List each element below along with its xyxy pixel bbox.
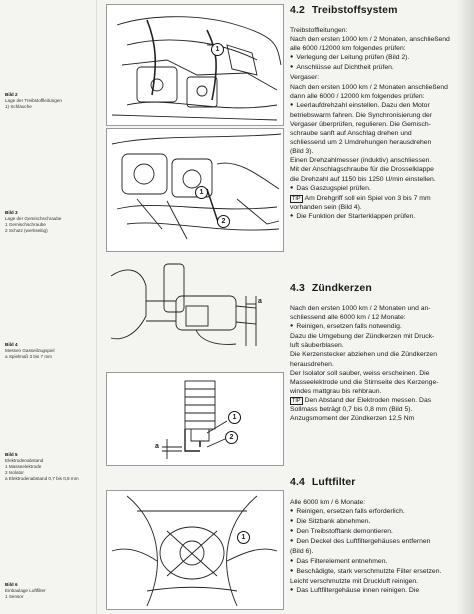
bullet-line <box>290 63 474 73</box>
line-text: herausdrehen. <box>290 360 334 368</box>
line-text: Treibstoffleitungen: <box>290 27 348 34</box>
line-text: schraube sanft auf Anschlag drehen und <box>290 130 412 138</box>
caption-line: a Elektrodenabstand 0,7 bis 0,8 mm <box>5 476 79 481</box>
text-line <box>290 304 474 313</box>
section-title: Zündkerzen <box>311 282 372 294</box>
bullet-line <box>290 567 474 577</box>
caption-bild-5 <box>5 452 97 482</box>
caption-title: Bild 4 <box>5 342 18 347</box>
line-text: betriebswarm fahren. Die Synchronisierung der <box>290 111 433 119</box>
callout-1: 1 <box>237 531 250 544</box>
caption-line: 2 Schutz (werkseitig) <box>5 228 48 233</box>
section-heading <box>290 476 474 488</box>
section-body <box>290 498 474 596</box>
bullet-line <box>290 101 474 111</box>
line-text: schliessend alle 6000 km / 12 Monate: <box>290 314 406 322</box>
section-title: Luftfilter <box>311 476 356 488</box>
text-line <box>290 350 474 359</box>
line-text: Den Abstand der Elektroden messen. Das <box>304 396 432 404</box>
line-text: Alle 6000 km / 6 Monate: <box>290 499 366 506</box>
line-text: Mit der Anschlagschraube für die Drosselklappe <box>290 166 434 174</box>
text-line <box>290 405 474 414</box>
bullet-line <box>290 517 474 527</box>
caption-line: 2 Isolator <box>5 470 24 475</box>
engine-illustration <box>107 5 283 125</box>
bullet-line <box>290 537 474 547</box>
line-text: dann alle 6000 / 12000 km folgendes prüfen: <box>290 92 425 100</box>
line-text: Vergaser: <box>290 74 320 82</box>
callout-1: 1 <box>195 186 208 199</box>
text-line <box>290 387 474 396</box>
section-heading <box>290 282 474 294</box>
caption-title: Bild 2 <box>5 92 18 97</box>
caption-line: Elektrodenabstand <box>5 458 44 463</box>
line-text: Den Deckel des Luftfiltergehäuses entfernen <box>296 538 431 546</box>
text-line <box>290 498 474 507</box>
line-text: Die Kerzenstecker abziehen und die Zündkerzen <box>290 351 437 359</box>
caption-line: Lage der Gemischschraube <box>5 216 62 221</box>
section-heading <box>290 4 474 16</box>
caption-bild-3 <box>5 210 97 234</box>
callout-2: 2 <box>225 431 238 444</box>
text-line <box>290 341 474 350</box>
section-4-2 <box>290 4 474 222</box>
line-text: vorhanden sein (Bild 4). <box>290 203 362 211</box>
caption-bild-2 <box>5 92 97 110</box>
text-line <box>290 156 474 165</box>
caption-title: Bild 3 <box>5 210 18 215</box>
line-text: Am Drehgriff soll ein Spiel von 3 bis 7 mm <box>304 194 431 202</box>
dimension-letter-a: a <box>258 298 262 305</box>
text-line <box>290 92 474 101</box>
air-filter-illustration <box>107 491 283 609</box>
line-text: Nach den ersten 1000 km / 2 Monaten anschließend <box>290 83 448 91</box>
line-text: alle 6000 /12000 km folgendes prüfen: <box>290 45 406 53</box>
text-line <box>290 414 474 423</box>
section-number: 4.3 <box>290 282 305 294</box>
line-text: Vergaser überprüfen, regulieren. Die Gemisch- <box>290 120 431 128</box>
line-text: schliessend um 2 Umdrehungen herausdrehen <box>290 139 432 147</box>
text-line <box>290 165 474 174</box>
figure-spark-plug <box>106 372 284 466</box>
bullet-line <box>290 586 474 596</box>
line-text: Leerlaufdrehzahl einstellen. Dazu den Motor <box>296 101 430 109</box>
section-title: Treibstoffsystem <box>311 4 398 16</box>
figure-throttle-play <box>106 256 282 352</box>
line-text: Der Isolator soll sauber, weiss erscheinen. Die <box>290 369 430 377</box>
line-text: windes mattgrau bis rehbraun. <box>290 387 382 395</box>
line-text: Sollmass beträgt 0,7 bis 0,8 mm (Bild 5). <box>290 406 413 414</box>
caption-title: Bild 5 <box>5 452 18 457</box>
caption-line: 1 Gemischschraube <box>5 222 46 227</box>
line-text: Anschlüsse auf Dichtheit prüfen. <box>296 64 394 72</box>
line-text: Nach den ersten 1000 km / 2 Monaten und an- <box>290 305 431 312</box>
line-text: Anzugsmoment der Zündkerzen 12,5 Nm <box>290 415 415 423</box>
figure-mixture-screw <box>106 128 284 252</box>
tip-line <box>290 396 474 405</box>
line-text: Nach den ersten 1000 km / 2 Monaten, anschließend <box>290 36 450 44</box>
line-text: luft säuberblasen. <box>290 342 344 350</box>
line-text: Reinigen, ersetzen falls erforderlich. <box>296 508 405 516</box>
text-line <box>290 73 474 82</box>
caption-line: Lage der Treibstoffleitungen <box>5 98 62 103</box>
caption-bild-4 <box>5 342 97 360</box>
figure-air-filter <box>106 490 284 610</box>
line-text: Einen Drehzahlmesser (induktiv) anschliessen. <box>290 157 432 165</box>
bullet-line <box>290 212 474 222</box>
section-number: 4.2 <box>290 4 305 16</box>
line-text: Beschädigte, stark verschmutzte Filter ersetzen. <box>296 567 442 575</box>
text-line <box>290 138 474 147</box>
line-text: (Bild 3). <box>290 148 314 156</box>
caption-title: Bild 6 <box>5 582 18 587</box>
line-text: Verlegung der Leitung prüfen (Bild 2). <box>296 54 410 62</box>
bullet-line <box>290 557 474 567</box>
text-line <box>290 332 474 341</box>
bullet-line <box>290 184 474 194</box>
bullet-line <box>290 53 474 63</box>
bullet-line <box>290 322 474 332</box>
line-text: die Drehzahl auf 1150 bis 1250 U/min einstellen. <box>290 175 436 183</box>
figure-fuel-lines <box>106 4 284 126</box>
section-number: 4.4 <box>290 476 305 488</box>
dimension-letter-a: a <box>155 443 159 450</box>
text-line <box>290 129 474 138</box>
text-line <box>290 378 474 387</box>
line-text: Masseelektrode und die Stirnseite des Kerzenge- <box>290 378 439 386</box>
callout-1: 1 <box>211 43 224 56</box>
line-text: Dazu die Umgebung der Zündkerzen mit Druck- <box>290 333 435 341</box>
text-line <box>290 147 474 156</box>
text-line <box>290 120 474 129</box>
text-line <box>290 175 474 184</box>
text-line <box>290 313 474 322</box>
text-line <box>290 577 474 586</box>
caption-line: 1 Masseelektrode <box>5 464 42 469</box>
line-text: Das Filterelement entnehmen. <box>296 557 388 565</box>
page-curl-shadow <box>456 0 474 614</box>
caption-line: Messen Gasseilzugspiel <box>5 348 55 353</box>
line-text: Das Gaszugspiel prüfen. <box>296 184 371 192</box>
text-line <box>290 44 474 53</box>
line-text: Leicht verschmutzte mit Druckluft reinigen. <box>290 577 419 585</box>
line-text: Reinigen, ersetzen falls notwendig. <box>296 323 402 331</box>
spark-plug-illustration <box>107 373 283 465</box>
line-text: Den Treibstofftank demontieren. <box>296 528 393 536</box>
text-line <box>290 360 474 369</box>
callout-2: 2 <box>217 215 230 228</box>
text-line <box>290 369 474 378</box>
text-line <box>290 35 474 44</box>
line-text: Die Sitzbank abnehmen. <box>296 518 371 526</box>
bullet-line <box>290 527 474 537</box>
caption-bild-6 <box>5 582 97 600</box>
bullet-line <box>290 507 474 517</box>
section-body <box>290 26 474 222</box>
text-column <box>290 0 474 614</box>
caption-line: 1 Sensor <box>5 594 24 599</box>
section-4-4 <box>290 476 474 596</box>
text-line <box>290 203 474 212</box>
tip-badge: TIP <box>292 397 301 404</box>
caption-line: Einbaulage Luftfilter <box>5 588 46 593</box>
tip-line <box>290 194 474 203</box>
text-line <box>290 83 474 92</box>
section-4-3 <box>290 282 474 423</box>
line-text: Das Luftfiltergehäuse innen reinigen. Die <box>296 586 420 594</box>
line-text: (Bild 6). <box>290 548 314 556</box>
throttle-illustration <box>106 256 282 352</box>
text-line <box>290 26 474 35</box>
text-line <box>290 111 474 120</box>
text-line <box>290 547 474 556</box>
callout-1: 1 <box>228 411 241 424</box>
tip-badge: TIP <box>292 195 301 202</box>
section-body <box>290 304 474 423</box>
caption-line: 1) Schläuche <box>5 104 32 109</box>
caption-line: a Spielmaß 3 bis 7 mm <box>5 354 52 359</box>
line-text: Die Funktion der Starterklappen prüfen. <box>296 212 416 220</box>
